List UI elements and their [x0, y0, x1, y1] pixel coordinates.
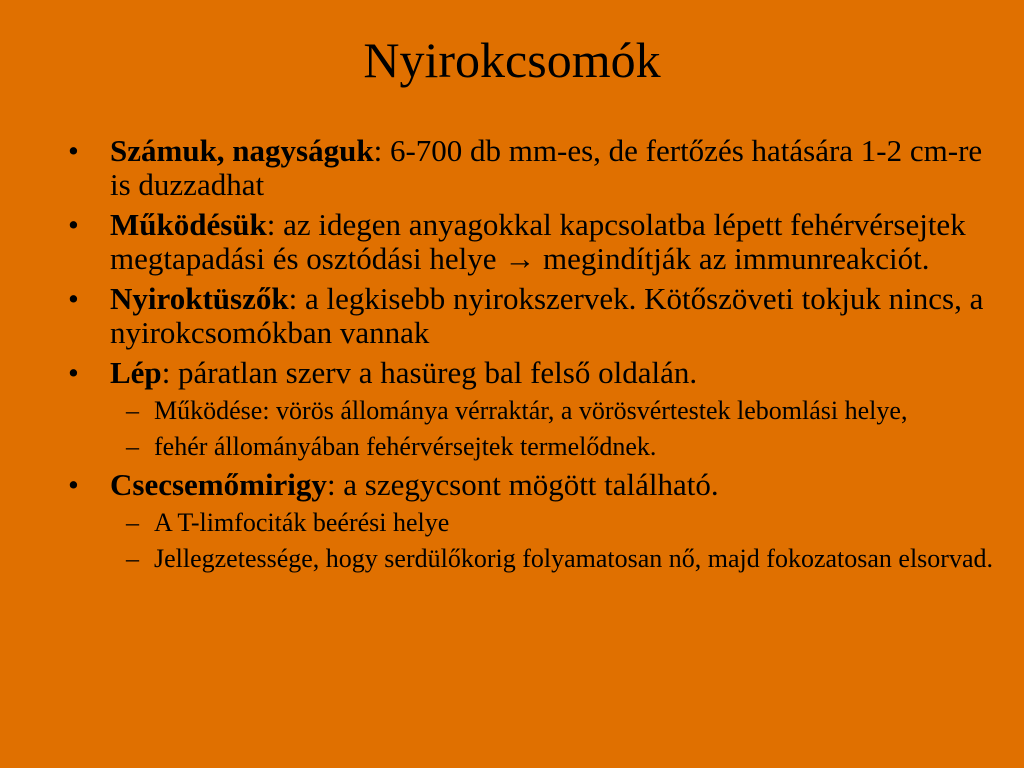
sub-item-text: A T-limfociták beérési helye — [154, 508, 450, 537]
bullet-item-szamuk — [68, 134, 998, 202]
bullet-term: Csecsemőmirigy — [110, 467, 327, 502]
bullet-list — [68, 134, 998, 580]
bullet-term: Működésük — [110, 207, 267, 242]
bullet-description: : páratlan szerv a hasüreg bal felső oldalán. — [161, 355, 698, 390]
bullet-description: : a legkisebb nyirokszervek. Kötőszöveti tokjuk nincs, a nyirokcsomókban vannak — [110, 281, 984, 350]
bullet-term: Lép — [110, 355, 162, 390]
bullet-term: Nyiroktüszők — [110, 281, 289, 316]
bullet-text — [110, 207, 966, 276]
bullet-item-lep — [68, 356, 998, 390]
dash-icon: – — [126, 508, 139, 537]
sub-item-text: Működése: vörös állománya vérraktár, a vörösvértestek lebomlási helye, — [154, 396, 908, 425]
bullet-dot-icon: • — [68, 355, 79, 390]
bullet-dot-icon: • — [68, 281, 79, 316]
sub-item-lep-feher — [68, 432, 998, 462]
bullet-text — [110, 355, 697, 390]
dash-icon: – — [126, 544, 139, 573]
bullet-text — [110, 281, 983, 350]
sub-item-lep-mukodese — [68, 396, 998, 426]
bullet-item-csecsemomirigy — [68, 468, 998, 502]
sub-item-t-limfocitak — [68, 508, 998, 538]
sub-item-text: fehér állományában fehérvérsejtek termelődnek. — [154, 432, 657, 461]
dash-icon: – — [126, 432, 139, 461]
bullet-item-mukodesuk — [68, 208, 998, 276]
slide-title: Nyirokcsomók — [363, 32, 661, 88]
bullet-dot-icon: • — [68, 207, 79, 242]
bullet-description: : 6-700 db mm-es, de fertőzés hatására 1-2 cm-re is duzzadhat — [110, 133, 983, 202]
bullet-dot-icon: • — [68, 133, 79, 168]
bullet-dot-icon: • — [68, 467, 79, 502]
sub-item-jellegzetessege — [68, 544, 998, 574]
bullet-description: : a szegycsont mögött található. — [326, 467, 719, 502]
bullet-text — [110, 133, 982, 202]
bullet-description: : az idegen anyagokkal kapcsolatba lépett fehérvérsejtek megtapadási és osztódási helye → megindítják az immunreakciót. — [110, 207, 966, 276]
bullet-term: Számuk, nagyságuk — [110, 133, 374, 168]
sub-item-text: Jellegzetessége, hogy serdülőkorig folyamatosan nő, majd fokozatosan elsorvad. — [154, 544, 993, 573]
bullet-item-nyiroktuszok — [68, 282, 998, 350]
bullet-text — [110, 467, 719, 502]
dash-icon: – — [126, 396, 139, 425]
